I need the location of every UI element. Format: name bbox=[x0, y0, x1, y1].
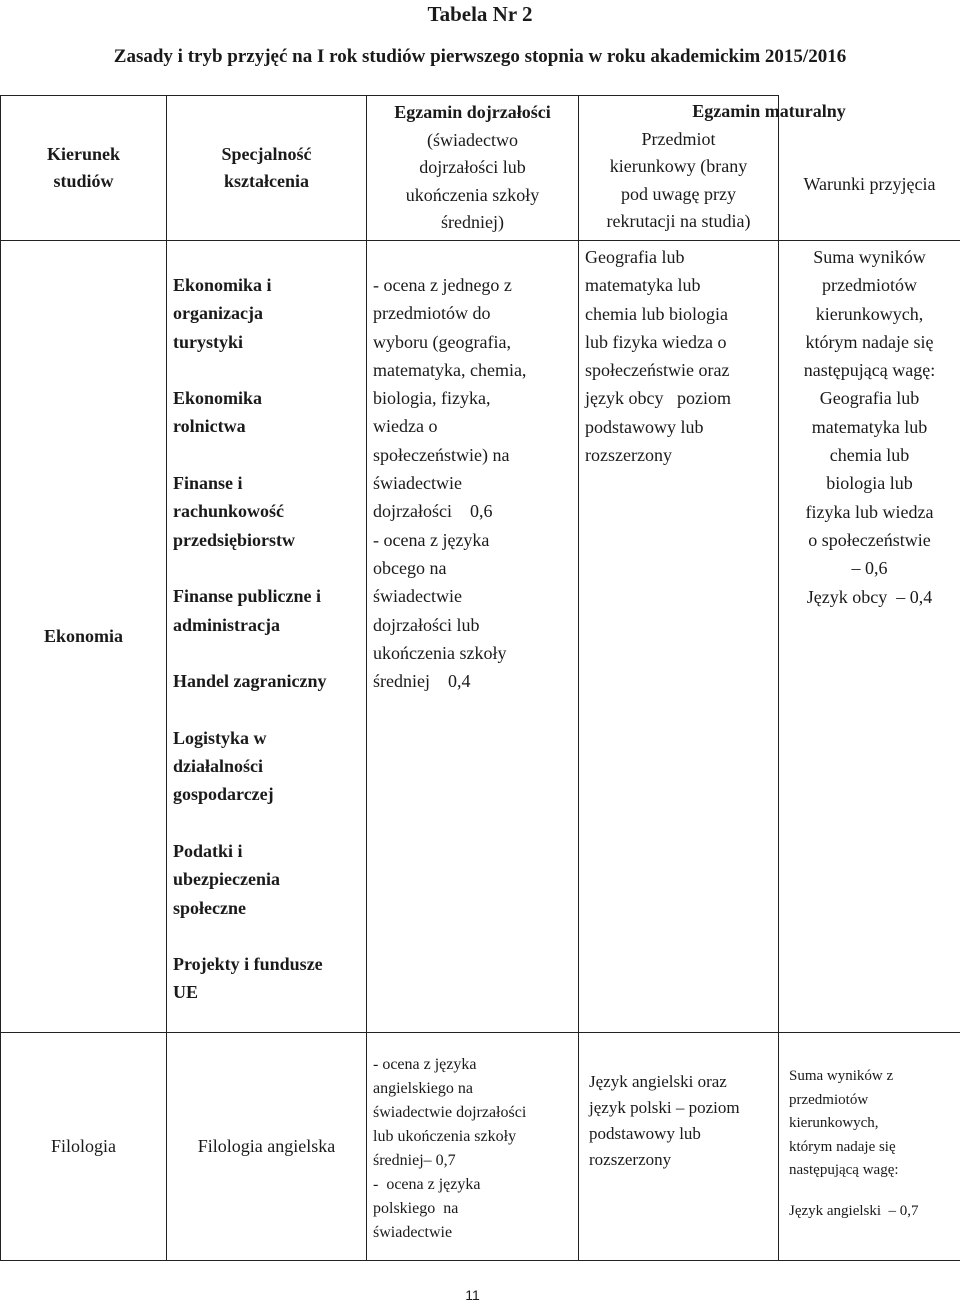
specjalnosc-item bbox=[173, 582, 366, 639]
text-line: rozszerzony bbox=[589, 1150, 672, 1169]
spec-line: Handel zagraniczny bbox=[173, 671, 327, 692]
text-line: Geografia lub bbox=[819, 388, 920, 409]
text-line: społeczeństwie) na bbox=[373, 444, 510, 465]
row-filologia bbox=[1, 1033, 960, 1261]
specjalnosc-item bbox=[173, 469, 366, 554]
text-line: - ocena z języka bbox=[373, 529, 490, 550]
spec-line: Ekonomika i bbox=[173, 275, 272, 295]
text-line: którym nadaje się bbox=[789, 1138, 896, 1155]
text-line: matematyka, chemia, bbox=[373, 359, 527, 380]
specjalnosc-item bbox=[173, 667, 366, 695]
egzamin-dojrzalosci-ekonomia bbox=[367, 241, 579, 1033]
header-line: rekrutacji na studia) bbox=[606, 211, 751, 231]
spec-line: przedsiębiorstw bbox=[173, 529, 295, 550]
text-line: dojrzałości lub bbox=[373, 614, 480, 635]
header-line: (świadectwo bbox=[427, 129, 518, 150]
spec-line: rolnictwa bbox=[173, 416, 246, 437]
text-line: którym nadaje się bbox=[805, 331, 934, 352]
header-line: ukończenia szkoły bbox=[405, 184, 540, 205]
header-kierunek bbox=[1, 96, 167, 241]
text-line: lub ukończenia szkoły bbox=[373, 1128, 517, 1145]
text-line: świadectwie bbox=[373, 586, 462, 607]
text-line: następującą wagę: bbox=[789, 1162, 899, 1178]
header-line: pod uwagę przy bbox=[621, 183, 736, 204]
text-line: podstawowy lub bbox=[585, 416, 704, 437]
specjalnosc-item bbox=[173, 837, 366, 922]
text-line: język polski – poziom bbox=[589, 1098, 740, 1117]
text-line: - ocena z jednego z bbox=[373, 275, 512, 295]
spec-line: Projekty i fundusze bbox=[173, 954, 323, 975]
spec-line: administracja bbox=[173, 614, 280, 635]
text-line: przedmiotów do bbox=[373, 303, 491, 324]
spec-line: organizacja bbox=[173, 303, 263, 324]
spec-line: społeczne bbox=[173, 897, 246, 918]
text-line: ukończenia szkoły bbox=[373, 642, 507, 663]
header-egzamin-dojrzalosci-title: Egzamin dojrzałości bbox=[394, 102, 551, 123]
text-line: chemia lub biologia bbox=[585, 303, 728, 324]
text-line: świadectwie bbox=[373, 473, 462, 494]
spec-line: ubezpieczenia bbox=[173, 869, 280, 890]
row-ekonomia bbox=[1, 241, 960, 1033]
text-line: średniej– 0,7 bbox=[373, 1152, 456, 1169]
przedmiot-ekonomia bbox=[579, 241, 779, 1033]
header-line: kierunkowy (brany bbox=[609, 156, 748, 176]
spec-line: Logistyka w bbox=[173, 727, 267, 748]
specjalnosci-ekonomia bbox=[167, 241, 367, 1033]
text-line: rozszerzony bbox=[585, 445, 672, 466]
spec-line: Podatki i bbox=[173, 840, 243, 861]
text-line: matematyka lub bbox=[585, 275, 701, 296]
header-line: Przedmiot bbox=[641, 128, 716, 149]
text-line: obcego na bbox=[373, 557, 447, 578]
text-line: Język angielski – 0,7 bbox=[789, 1202, 919, 1219]
table-title: Tabela Nr 2 bbox=[427, 2, 533, 26]
header-specjalnosc-line: Specjalność bbox=[221, 143, 312, 164]
text-line: świadectwie bbox=[373, 1224, 453, 1241]
header-specjalnosc-line: kształcenia bbox=[224, 171, 309, 191]
admission-table bbox=[0, 95, 960, 1261]
text-line: biologia, fizyka, bbox=[373, 388, 491, 409]
text-line: - ocena z języka bbox=[373, 1056, 477, 1073]
header-egzamin-maturalny-title: Egzamin maturalny bbox=[692, 101, 846, 121]
header-kierunek-line: studiów bbox=[53, 171, 114, 191]
warunki-filologia bbox=[779, 1033, 960, 1261]
text-line: lub fizyka wiedza o bbox=[585, 331, 727, 352]
egzamin-dojrzalosci-filologia bbox=[367, 1033, 579, 1261]
text-line: Suma wyników bbox=[813, 247, 926, 267]
spec-line: Finanse publiczne i bbox=[173, 586, 322, 607]
spec-line: Ekonomika bbox=[173, 388, 263, 409]
warunki-ekonomia bbox=[779, 241, 960, 1033]
specjalnosc-item bbox=[173, 950, 366, 1007]
header-line: średniej) bbox=[441, 212, 504, 233]
text-line: język obcy poziom bbox=[585, 388, 731, 409]
kierunek-ekonomia: Ekonomia bbox=[1, 241, 167, 1033]
text-line: biologia lub bbox=[826, 473, 913, 494]
text-line: dojrzałości 0,6 bbox=[373, 501, 493, 522]
text-line: następującą wagę: bbox=[803, 360, 936, 381]
text-line: społeczeństwie oraz bbox=[585, 360, 730, 381]
spec-line: rachunkowość bbox=[173, 501, 285, 522]
text-line: przedmiotów bbox=[789, 1091, 869, 1108]
text-line: – 0,6 bbox=[851, 558, 888, 579]
text-line: Język obcy – 0,4 bbox=[806, 586, 933, 607]
text-line: angielskiego na bbox=[373, 1080, 473, 1097]
text-line: polskiego na bbox=[373, 1200, 459, 1217]
spec-line: turystyki bbox=[173, 331, 244, 352]
specjalnosc-filologia: Filologia angielska bbox=[167, 1033, 367, 1261]
header-row bbox=[1, 96, 960, 241]
header-warunki-label: Warunki przyjęcia bbox=[803, 174, 936, 194]
text-line: średniej 0,4 bbox=[373, 671, 471, 692]
page-number: 11 bbox=[465, 1287, 480, 1303]
specjalnosc-item bbox=[173, 271, 366, 356]
spec-line: działalności bbox=[173, 756, 264, 777]
kierunek-filologia: Filologia bbox=[1, 1033, 167, 1261]
header-line: dojrzałości lub bbox=[419, 157, 526, 178]
text-line: wyboru (geografia, bbox=[373, 331, 511, 352]
text-line: - ocena z języka bbox=[373, 1176, 481, 1193]
przedmiot-filologia bbox=[579, 1033, 779, 1261]
text-line: matematyka lub bbox=[811, 416, 928, 437]
spec-line: gospodarczej bbox=[173, 784, 274, 805]
text-line: świadectwie dojrzałości bbox=[373, 1104, 527, 1121]
header-specjalnosc bbox=[167, 96, 367, 241]
text-line: Język angielski oraz bbox=[589, 1072, 727, 1091]
text-line: przedmiotów bbox=[822, 275, 917, 296]
text-line: o społeczeństwie bbox=[808, 529, 931, 550]
spec-line: UE bbox=[173, 982, 199, 1003]
text-line: wiedza o bbox=[373, 416, 438, 437]
text-line: Suma wyników z bbox=[789, 1068, 894, 1084]
header-egzamin-dojrzalosci bbox=[367, 96, 579, 241]
text-line: kierunkowych, bbox=[815, 303, 924, 324]
text-line: Geografia lub bbox=[585, 247, 685, 267]
text-line: chemia lub bbox=[829, 445, 910, 466]
specjalnosc-item bbox=[173, 384, 366, 441]
header-kierunek-line: Kierunek bbox=[46, 143, 120, 164]
text-line: podstawowy lub bbox=[589, 1124, 701, 1143]
header-przedmiot bbox=[579, 96, 846, 241]
specjalnosc-item bbox=[173, 724, 366, 809]
table-subtitle: Zasady i tryb przyjęć na I rok studiów pierwszego stopnia w roku akademickim 2015/2016 bbox=[113, 46, 847, 67]
text-line: kierunkowych, bbox=[789, 1115, 879, 1131]
text-line: fizyka lub wiedza bbox=[805, 501, 934, 522]
spec-line: Finanse i bbox=[173, 473, 243, 494]
